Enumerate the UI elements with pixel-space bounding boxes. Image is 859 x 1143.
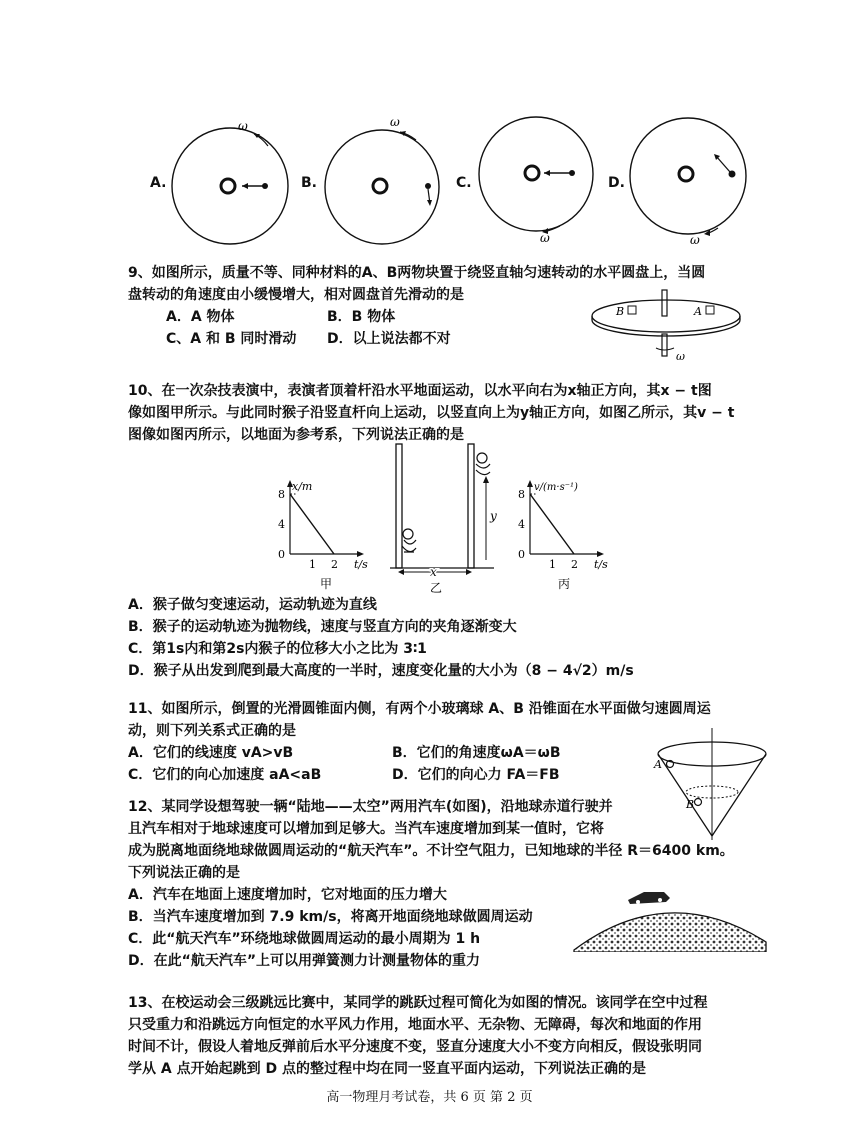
bing-ytick-4: 4: [518, 518, 525, 531]
q12-stem-line3: 成为脱离地面绕地球做圆周运动的“航天汽车”。不计空气阻力，已知地球的半径 R＝6400 km。: [128, 843, 734, 859]
q13-stem-line1: 13、在校运动会三级跳远比赛中，某同学的跳跃过程可简化为如图的情况。该同学在空中过程: [128, 995, 708, 1011]
q10-option-d[interactable]: D．猴子从出发到爬到最大高度的一半时，速度变化量的大小为（8 − 4√2）m/s: [128, 663, 634, 679]
q10-option-c[interactable]: C．第1s内和第2s内猴子的位移大小之比为 3∶1: [128, 641, 427, 657]
q13-stem-line3: 时间不计，假设人着地反弹前后水平分速度不变，竖直分速度大小不变方向相反，假设张明同: [128, 1039, 702, 1055]
q8-d-omega: ω: [690, 233, 700, 247]
q10-stem-line1: 10、在一次杂技表演中，表演者顶着杆沿水平地面运动，以水平向右为x轴正方向，其x − t图: [128, 383, 712, 399]
bing-ytick-0: 0: [518, 548, 525, 561]
monkey-top-icon: [476, 453, 490, 475]
q11-option-d[interactable]: D．它们的向心力 FA＝FB: [392, 767, 560, 783]
yi-x-label: x: [430, 565, 437, 579]
yi-caption: 乙: [430, 581, 443, 595]
q9-label-b: B: [616, 305, 625, 318]
q9-option-a[interactable]: A．A 物体: [166, 309, 235, 325]
jia-ytick-8: 8: [278, 488, 285, 501]
jia-ylabel: x/m: [292, 480, 313, 493]
q9-stem-line1: 9、如图所示，质量不等、同种材料的A、B两物块置于绕竖直轴匀速转动的水平圆盘上，当圆: [128, 265, 706, 281]
q12-option-a[interactable]: A．汽车在地面上速度增加时，它对地面的压力增大: [128, 887, 447, 903]
jia-xt-line: [290, 494, 334, 554]
q12-stem-line2: 且汽车相对于地球速度可以增加到足够大。当汽车速度增加到某一值时，它将: [128, 821, 604, 837]
q10-option-b[interactable]: B．猴子的运动轨迹为抛物线，速度与竖直方向的夹角逐渐变大: [128, 619, 517, 635]
q12-option-b[interactable]: B．当汽车速度增加到 7.9 km/s，将离开地面绕地球做圆周运动: [128, 909, 533, 925]
jia-xtick-1: 1: [309, 558, 316, 571]
q8-option-b-letter[interactable]: B.: [301, 175, 317, 191]
q12-stem-line1: 12、某同学设想驾驶一辆“陆地——太空”两用汽车(如图)，沿地球赤道行驶并: [128, 799, 613, 815]
q10-chart-jia: [268, 476, 368, 596]
q8-a-omega: ω: [238, 119, 248, 133]
q10-stem-line2: 像如图甲所示。与此同时猴子沿竖直杆向上运动，以竖直向上为y轴正方向，如图乙所示，其v − t: [128, 405, 735, 421]
q9-label-omega: ω: [676, 350, 685, 363]
q9-option-d[interactable]: D．以上说法都不对: [327, 331, 451, 347]
q9-option-b[interactable]: B．B 物体: [327, 309, 396, 325]
q8-c-omega: ω: [540, 231, 550, 245]
car-icon: [628, 892, 670, 904]
bing-xtick-1: 1: [549, 558, 556, 571]
q12-option-c[interactable]: C．此“航天汽车”环绕地球做圆周运动的最小周期为 1 h: [128, 931, 481, 947]
q8-option-c-letter[interactable]: C.: [456, 175, 472, 191]
q12-option-d[interactable]: D．在此“航天汽车”上可以用弹簧测力计测量物体的重力: [128, 953, 481, 969]
q11-option-c[interactable]: C．它们的向心加速度 aA<aB: [128, 767, 322, 783]
earth-surface: [574, 913, 766, 952]
bing-ylabel: v/(m·s⁻¹): [534, 482, 578, 493]
jia-caption: 甲: [320, 577, 333, 591]
q8-figure-b: [320, 112, 460, 262]
monkey-bottom-icon: [402, 529, 416, 552]
q11-cone-figure: [640, 724, 770, 844]
pole-left: [396, 444, 402, 568]
q8-figure-c: [476, 108, 616, 248]
q11-option-a[interactable]: A．它们的线速度 vA>vB: [128, 745, 294, 761]
q8-option-d-letter[interactable]: D.: [608, 175, 625, 191]
q13-stem-line2: 只受重力和沿跳远方向恒定的水平风力作用，地面水平、无杂物、无障碍，每次和地面的作用: [128, 1017, 702, 1033]
jia-xtick-2: 2: [331, 558, 338, 571]
jia-xlabel: t/s: [354, 558, 368, 571]
jia-ytick-0: 0: [278, 548, 285, 561]
q12-stem-line4: 下列说法正确的是: [128, 865, 240, 881]
q11-label-a: A: [654, 758, 662, 771]
bing-ytick-8: 8: [518, 488, 525, 501]
q10-chart-bing: [508, 476, 618, 596]
q10-diagram-yi: [390, 440, 510, 598]
pole-right: [468, 444, 474, 568]
q8-b-omega: ω: [390, 115, 400, 129]
q13-stem-line4: 学从 A 点开始起跳到 D 点的整过程中均在同一竖直平面内运动，下列说法正确的是: [128, 1061, 646, 1077]
q10-option-a[interactable]: A．猴子做匀变速运动，运动轨迹为直线: [128, 597, 377, 613]
bing-caption: 丙: [558, 577, 571, 591]
q8-figure-d: [626, 110, 766, 250]
q11-label-b: B: [686, 798, 695, 811]
page-footer: 高一物理月考试卷，共 6 页 第 2 页: [326, 1090, 533, 1105]
q8-figure-a: [170, 110, 310, 260]
q9-option-c[interactable]: C、A 和 B 同时滑动: [166, 331, 297, 347]
jia-ytick-4: 4: [278, 518, 285, 531]
bing-vt-line: [530, 494, 574, 554]
q8-option-a-letter[interactable]: A.: [150, 175, 167, 191]
q9-label-a: A: [694, 305, 702, 318]
bing-xtick-2: 2: [571, 558, 578, 571]
q11-stem-line1: 11、如图所示，倒置的光滑圆锥面内侧，有两个小玻璃球 A、B 沿锥面在水平面做匀速圆周运: [128, 701, 711, 717]
q11-stem-line2: 动，则下列关系式正确的是: [128, 723, 296, 739]
q9-turntable-figure: [588, 286, 744, 366]
yi-y-label: y: [490, 509, 497, 523]
q12-earth-car-figure: [568, 880, 772, 952]
q10-stem-line3: 图像如图丙所示，以地面为参考系，下列说法正确的是: [128, 427, 464, 443]
bing-xlabel: t/s: [594, 558, 608, 571]
q9-stem-line2: 盘转动的角速度由小缓慢增大，相对圆盘首先滑动的是: [128, 287, 464, 303]
q11-option-b[interactable]: B．它们的角速度ωA＝ωB: [392, 745, 561, 761]
